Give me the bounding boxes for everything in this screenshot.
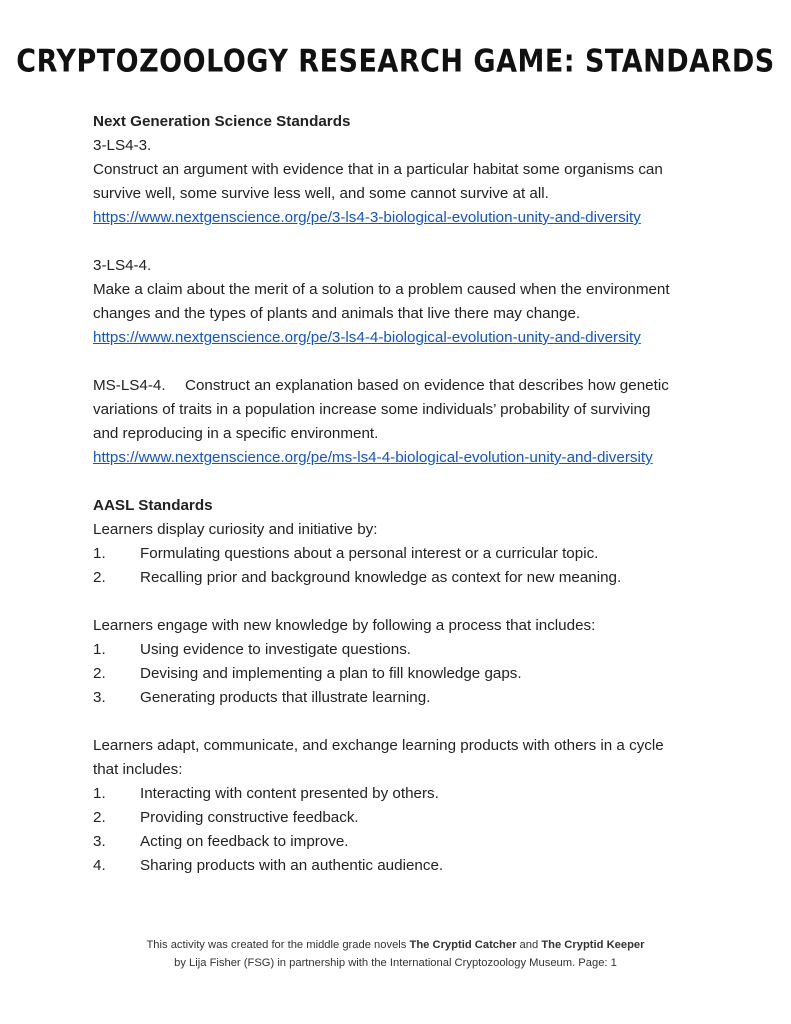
list-text: Using evidence to investigate questions. bbox=[140, 641, 412, 658]
book-title-1: The Cryptid Catcher bbox=[409, 939, 517, 951]
list-text: Devising and implementing a plan to fill knowledge gaps. bbox=[140, 665, 522, 682]
standard-link[interactable]: https://www.nextgenscience.org/pe/3-ls4-4-biological-evolution-unity-and-diversity bbox=[93, 329, 641, 346]
list-number: 3. bbox=[93, 689, 106, 706]
list-item bbox=[93, 782, 713, 806]
footer-line-2: by Lija Fisher (FSG) in partnership with the International Cryptozoology Museum. Page: 1 bbox=[174, 957, 617, 969]
list-item bbox=[93, 638, 713, 662]
list-text: Interacting with content presented by others. bbox=[140, 785, 439, 802]
footer-connector: and bbox=[516, 939, 542, 951]
list-number: 3. bbox=[93, 833, 106, 850]
list-item bbox=[93, 806, 713, 830]
spacer bbox=[93, 470, 713, 494]
group-intro: Learners adapt, communicate, and exchange learning products with others in a cycle bbox=[93, 737, 664, 754]
document-body bbox=[93, 110, 713, 878]
list-number: 4. bbox=[93, 857, 106, 874]
list-number: 1. bbox=[93, 545, 106, 562]
page-footer bbox=[0, 936, 791, 972]
spacer bbox=[93, 590, 713, 614]
group-intro: Learners engage with new knowledge by following a process that includes: bbox=[93, 617, 596, 634]
standard-text-line: and reproducing in a specific environment. bbox=[93, 425, 379, 442]
footer-line-1 bbox=[0, 936, 791, 954]
list-item bbox=[93, 566, 713, 590]
standard-text-line: variations of traits in a population increase some individuals’ probability of surviving bbox=[93, 401, 651, 418]
standard-first-line bbox=[93, 374, 713, 398]
list-item bbox=[93, 854, 713, 878]
list-text: Providing constructive feedback. bbox=[140, 809, 359, 826]
footer-prefix: This activity was created for the middle grade novels bbox=[146, 939, 410, 951]
list-text: Acting on feedback to improve. bbox=[140, 833, 349, 850]
list-number: 2. bbox=[93, 569, 106, 586]
spacer bbox=[93, 350, 713, 374]
book-title-2: The Cryptid Keeper bbox=[541, 939, 645, 951]
list-item bbox=[93, 542, 713, 566]
list-item bbox=[93, 686, 713, 710]
standard-link[interactable]: https://www.nextgenscience.org/pe/3-ls4-3-biological-evolution-unity-and-diversity bbox=[93, 209, 641, 226]
group-intro: that includes: bbox=[93, 761, 183, 778]
list-number: 2. bbox=[93, 809, 106, 826]
list-text: Sharing products with an authentic audience. bbox=[140, 857, 444, 874]
spacer bbox=[93, 230, 713, 254]
standard-text-line: survive well, some survive less well, and some cannot survive at all. bbox=[93, 185, 549, 202]
list-number: 2. bbox=[93, 665, 106, 682]
standard-text-line: Make a claim about the merit of a solution to a problem caused when the environment bbox=[93, 281, 670, 298]
standard-code: 3-LS4-3. bbox=[93, 137, 152, 154]
standard-text-line: Construct an argument with evidence that in a particular habitat some organisms can bbox=[93, 161, 663, 178]
aasl-heading: AASL Standards bbox=[93, 497, 213, 514]
list-text: Formulating questions about a personal interest or a curricular topic. bbox=[140, 545, 599, 562]
standard-text-line: Construct an explanation based on evidence that describes how genetic bbox=[185, 377, 669, 394]
ngss-heading: Next Generation Science Standards bbox=[93, 113, 351, 130]
standard-code: MS-LS4-4. bbox=[93, 377, 166, 394]
page-title: CRYPTOZOOLOGY RESEARCH GAME: STANDARDS bbox=[16, 43, 775, 80]
list-text: Generating products that illustrate learning. bbox=[140, 689, 431, 706]
list-text: Recalling prior and background knowledge as context for new meaning. bbox=[140, 569, 622, 586]
standard-text-line: changes and the types of plants and animals that live there may change. bbox=[93, 305, 581, 322]
list-item bbox=[93, 830, 713, 854]
standard-code: 3-LS4-4. bbox=[93, 257, 152, 274]
group-intro: Learners display curiosity and initiative by: bbox=[93, 521, 378, 538]
list-number: 1. bbox=[93, 785, 106, 802]
list-item bbox=[93, 662, 713, 686]
spacer bbox=[93, 710, 713, 734]
standard-link[interactable]: https://www.nextgenscience.org/pe/ms-ls4-4-biological-evolution-unity-and-diversity bbox=[93, 449, 653, 466]
list-number: 1. bbox=[93, 641, 106, 658]
